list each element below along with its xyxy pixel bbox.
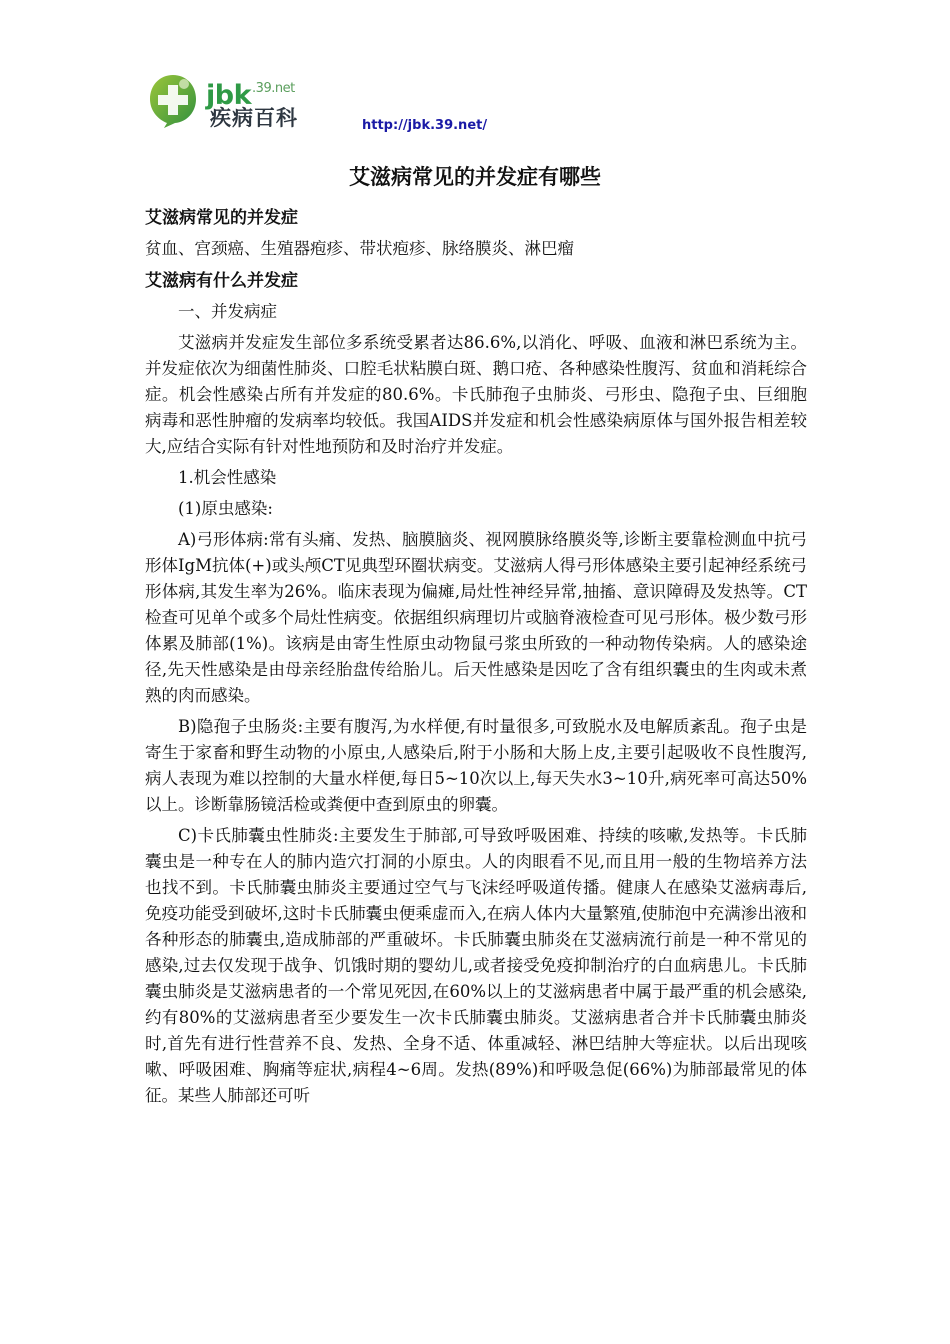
paragraph-overview: 艾滋病并发症发生部位多系统受累者达86.6%,以消化、呼吸、血液和淋巴系统为主。并发症依次为细菌性肺炎、口腔毛状粘膜白斑、鹅口疮、各种感染性腹泻、贫血和消耗综合症。机会性感染占所有并发症的80.6%。卡氏肺孢子虫肺炎、弓形虫、隐孢子虫、巨细胞病毒和恶性肿瘤的发病率均较低。我国AIDS并发症和机会性感染病原体与国外报告相差较大,应结合实际有针对性地预防和及时治疗并发症。 — [145, 333, 807, 456]
section-heading-complications: 艾滋病常见的并发症 — [145, 208, 298, 228]
document-title: 艾滋病常见的并发症有哪些 — [349, 164, 601, 189]
paragraph-cryptosporidiosis: B)隐孢子虫肠炎:主要有腹泻,为水样便,有时量很多,可致脱水及电解质紊乱。孢子虫是寄生于家畜和野生动物的小原虫,人感染后,附于小肠和大肠上皮,主要引起吸收不良性腹泻,病人表现为难以控制的大量水样便,每日5~10次以上,每天失水3~10升,病死率可高达50%以上。诊断靠肠镜活检或粪便中查到原虫的卵囊。 — [145, 717, 807, 814]
medical-cross-logo-icon — [146, 72, 200, 130]
paragraph-subheading-1: 一、并发病症 — [178, 302, 277, 321]
paragraph-pneumocystis: C)卡氏肺囊虫性肺炎:主要发生于肺部,可导致呼吸困难、持续的咳嗽,发热等。卡氏肺囊虫是一种专在人的肺内造穴打洞的小原虫。人的肉眼看不见,而且用一般的生物培养方法也找不到。卡氏肺囊虫肺炎主要通过空气与飞沫经呼吸道传播。健康人在感染艾滋病毒后,免疫功能受到破坏,这时卡氏肺囊虫便乘虚而入,在病人体内大量繁殖,使肺泡中充满渗出液和各种形态的肺囊虫,造成肺部的严重破坏。卡氏肺囊虫肺炎在艾滋病流行前是一种不常见的感染,过去仅发现于战争、饥饿时期的婴幼儿,或者接受免疫抑制治疗的白血病患儿。卡氏肺囊虫肺炎是艾滋病患者的一个常见死因,在60%以上的艾滋病患者中属于最严重的机会感染,约有80%的艾滋病患者至少要发生一次卡氏肺囊虫肺炎。艾滋病患者合并卡氏肺囊虫肺炎时,首先有进行性营养不良、发热、全身不适、体重减轻、淋巴结肿大等症状。以后出现咳嗽、呼吸困难、胸痛等症状,病程4~6周。发热(89%)和呼吸急促(66%)为肺部最常见的体征。某些人肺部还可听 — [145, 826, 807, 1105]
section-heading-what-complications: 艾滋病有什么并发症 — [145, 271, 298, 291]
paragraph-subheading-opportunistic: 1.机会性感染 — [178, 468, 277, 487]
site-url-link[interactable]: http://jbk.39.net/ — [362, 118, 488, 133]
logo-chinese-name: 疾病百科 — [210, 106, 298, 130]
paragraph-toxoplasmosis: A)弓形体病:常有头痛、发热、脑膜脑炎、视网膜脉络膜炎等,诊断主要靠检测血中抗弓形体IgM抗体(+)或头颅CT见典型环圈状病变。艾滋病人得弓形体感染主要引起神经系统弓形体病,其发生率为26%。临床表现为偏瘫,局灶性神经异常,抽搐、意识障碍及发热等。CT检查可见单个或多个局灶性病变。依据组织病理切片或脑脊液检查可见弓形体。极少数弓形体累及肺部(1%)。该病是由寄生性原虫动物鼠弓浆虫所致的一种动物传染病。人的感染途径,先天性感染是由母亲经胎盘传给胎儿。后天性感染是因吃了含有组织囊虫的生肉或未煮熟的肉而感染。 — [145, 530, 807, 705]
document-body — [145, 204, 807, 1114]
logo-brand-text: jbk$^{.39.net}$ — [206, 80, 295, 111]
site-logo[interactable] — [146, 72, 314, 134]
paragraph-subheading-protozoa: (1)原虫感染: — [178, 499, 273, 518]
complication-list: 贫血、宫颈癌、生殖器疱疹、带状疱疹、脉络膜炎、淋巴瘤 — [145, 239, 574, 258]
